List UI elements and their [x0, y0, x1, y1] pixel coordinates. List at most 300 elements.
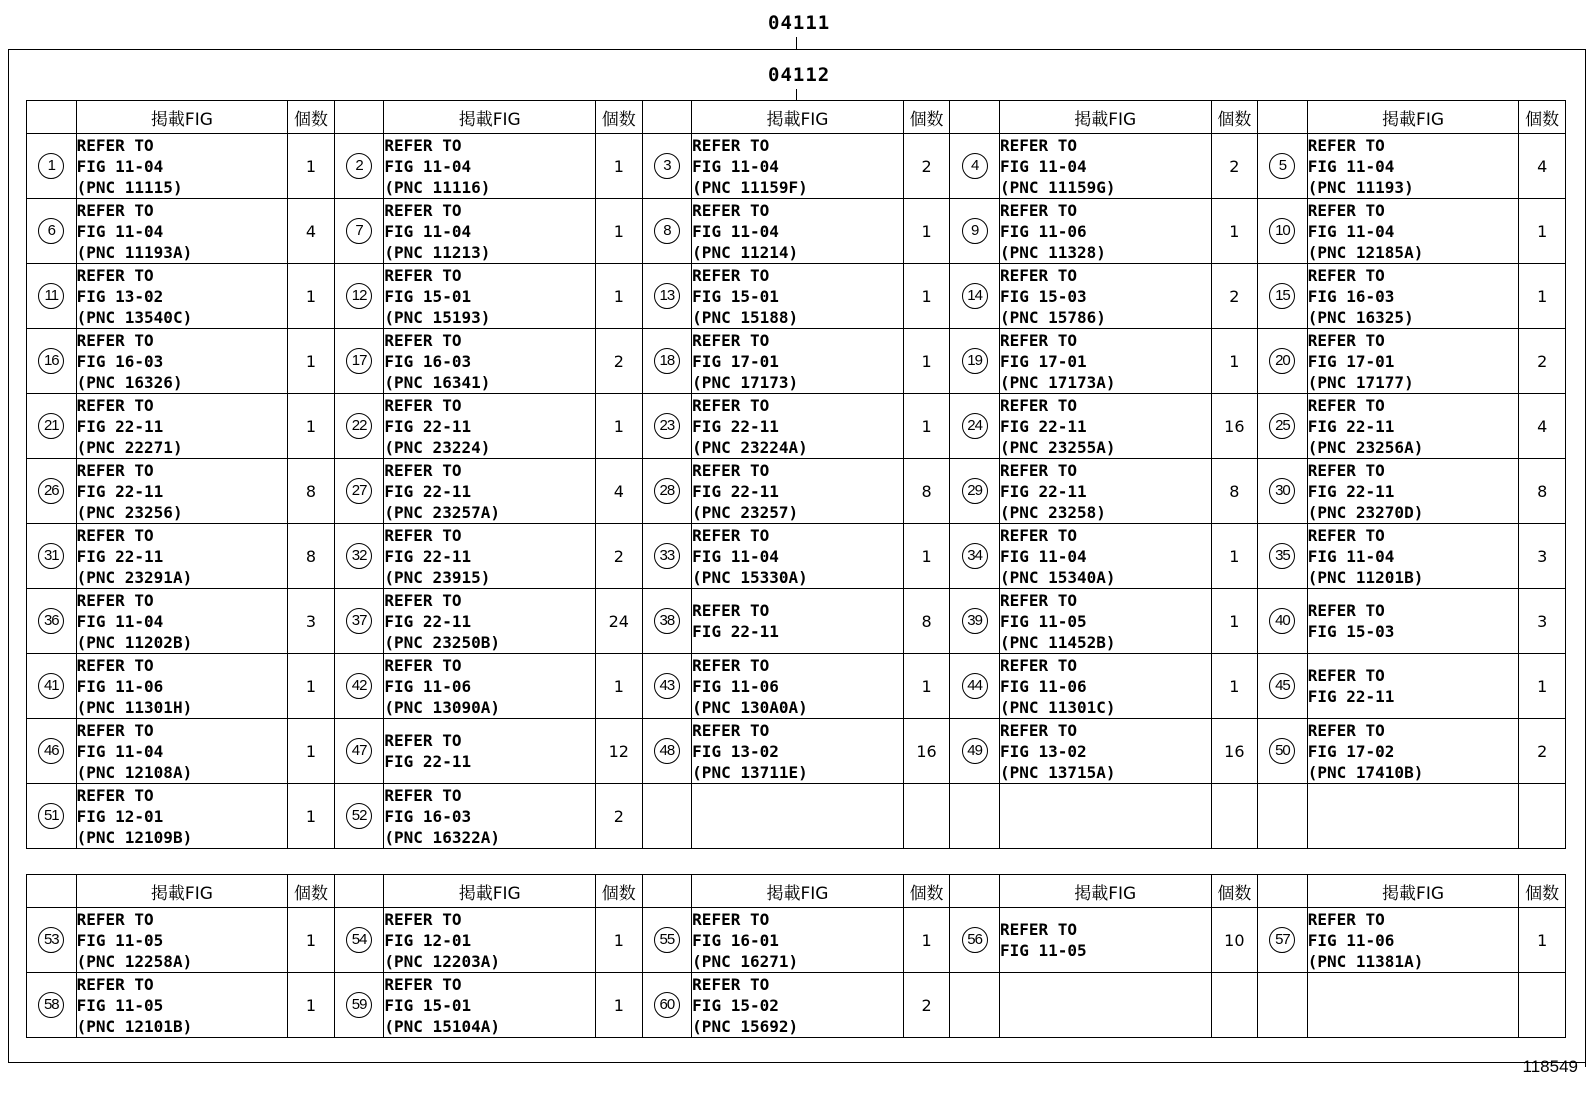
- item-number: 59: [346, 992, 372, 1018]
- fig-reference-cell: [384, 264, 596, 329]
- header-fig: 掲載FIG: [1307, 875, 1519, 908]
- table-row: [27, 654, 1566, 719]
- item-number-cell: [950, 908, 1000, 973]
- item-number: 25: [1269, 413, 1295, 439]
- item-number: 56: [962, 927, 988, 953]
- quantity-cell: 1: [288, 973, 335, 1038]
- fig-reference-cell: [76, 589, 288, 654]
- header-qty: 個数: [596, 875, 643, 908]
- fig-reference-cell: [76, 459, 288, 524]
- fig-reference-line: REFER TO: [76, 265, 154, 285]
- quantity-cell: 16: [1211, 394, 1258, 459]
- header-fig: 掲載FIG: [999, 101, 1211, 134]
- item-number: 8: [654, 218, 680, 244]
- fig-reference-line: FIG 16-03: [76, 351, 164, 371]
- table-row: [27, 199, 1566, 264]
- item-number: 33: [654, 543, 680, 569]
- header-number-cell: [1258, 101, 1308, 134]
- item-number: 45: [1269, 673, 1295, 699]
- fig-reference-line: (PNC 11301H): [76, 697, 193, 717]
- quantity-cell: 1: [288, 134, 335, 199]
- quantity-cell: 2: [1519, 719, 1566, 784]
- header-number-cell: [950, 101, 1000, 134]
- fig-reference-line: (PNC 12108A): [76, 762, 193, 782]
- fig-reference-line: FIG 15-01: [384, 286, 472, 306]
- fig-reference-cell: [76, 973, 288, 1038]
- fig-reference-line: (PNC 13540C): [76, 307, 193, 327]
- quantity-cell: 10: [1211, 908, 1258, 973]
- item-number: 43: [654, 673, 680, 699]
- fig-reference-line: REFER TO: [692, 265, 770, 285]
- header-fig: 掲載FIG: [384, 875, 596, 908]
- fig-reference-cell: [384, 973, 596, 1038]
- table-row: [27, 264, 1566, 329]
- fig-reference-line: (PNC 16326): [76, 372, 183, 392]
- item-number: 2: [346, 153, 372, 179]
- table-row: [27, 459, 1566, 524]
- item-number-cell: [27, 199, 77, 264]
- item-number: 14: [962, 283, 988, 309]
- item-number: 10: [1269, 218, 1295, 244]
- fig-reference-line: REFER TO: [384, 135, 462, 155]
- item-number-cell: [1258, 199, 1308, 264]
- quantity-cell: 1: [288, 719, 335, 784]
- header-number-cell: [642, 875, 692, 908]
- fig-reference-line: (PNC 12258A): [76, 951, 193, 971]
- fig-reference-line: (PNC 15786): [999, 307, 1106, 327]
- quantity-cell: 1: [903, 199, 950, 264]
- item-number-cell: [950, 973, 1000, 1038]
- fig-reference-line: FIG 17-01: [692, 351, 779, 371]
- fig-reference-line: (PNC 23270D): [1307, 502, 1424, 522]
- quantity-cell: 1: [903, 329, 950, 394]
- fig-reference-line: FIG 15-01: [692, 286, 779, 306]
- fig-reference-cell: [1307, 719, 1519, 784]
- fig-reference-line: REFER TO: [384, 200, 462, 220]
- fig-reference-line: (PNC 23256A): [1307, 437, 1424, 457]
- fig-reference-line: FIG 11-06: [999, 221, 1087, 241]
- item-number: 37: [346, 608, 372, 634]
- fig-reference-cell: [384, 589, 596, 654]
- fig-reference-line: FIG 11-06: [384, 676, 472, 696]
- fig-reference-cell: [999, 973, 1211, 1038]
- quantity-cell: 1: [596, 908, 643, 973]
- header-number-cell: [642, 101, 692, 134]
- fig-reference-line: FIG 11-04: [384, 221, 472, 241]
- fig-reference-line: FIG 13-02: [692, 741, 779, 761]
- header-fig: 掲載FIG: [692, 875, 904, 908]
- fig-reference-line: REFER TO: [384, 974, 462, 994]
- quantity-cell: 1: [1519, 199, 1566, 264]
- item-number-cell: [950, 264, 1000, 329]
- item-number: 1: [38, 153, 64, 179]
- fig-reference-line: (PNC 12109B): [76, 827, 193, 847]
- item-number-cell: [334, 719, 384, 784]
- fig-reference-line: FIG 13-02: [76, 286, 164, 306]
- fig-reference-line: REFER TO: [999, 920, 1078, 939]
- fig-reference-line: REFER TO: [76, 330, 154, 350]
- item-number-cell: [642, 134, 692, 199]
- fig-reference-line: REFER TO: [692, 525, 770, 545]
- fig-reference-line: (PNC 17173): [692, 372, 799, 392]
- table-row: [27, 908, 1566, 973]
- item-number: 47: [346, 738, 372, 764]
- quantity-cell: [1211, 784, 1258, 849]
- fig-reference-line: REFER TO: [999, 720, 1078, 740]
- quantity-cell: 1: [903, 264, 950, 329]
- fig-reference-cell: [384, 784, 596, 849]
- item-number-cell: [1258, 719, 1308, 784]
- quantity-cell: 8: [1211, 459, 1258, 524]
- fig-reference-cell: [999, 329, 1211, 394]
- fig-reference-cell: [999, 524, 1211, 589]
- item-number: 58: [38, 992, 64, 1018]
- fig-reference-cell: [384, 908, 596, 973]
- fig-reference-line: REFER TO: [76, 785, 154, 805]
- fig-reference-line: REFER TO: [692, 974, 770, 994]
- fig-reference-cell: [76, 654, 288, 719]
- fig-reference-cell: [76, 908, 288, 973]
- fig-reference-line: REFER TO: [1307, 460, 1385, 480]
- fig-reference-line: FIG 11-04: [999, 546, 1087, 566]
- fig-reference-line: FIG 11-05: [76, 930, 164, 950]
- table-header-row: [27, 101, 1566, 134]
- item-number-cell: [950, 134, 1000, 199]
- item-number: 28: [654, 478, 680, 504]
- fig-reference-line: (PNC 22271): [76, 437, 183, 457]
- fig-reference-cell: [692, 134, 904, 199]
- fig-reference-cell: [1307, 329, 1519, 394]
- fig-reference-line: REFER TO: [692, 395, 770, 415]
- fig-reference-line: (PNC 23258): [999, 502, 1106, 522]
- item-number-cell: [642, 589, 692, 654]
- fig-reference-line: REFER TO: [76, 720, 154, 740]
- quantity-cell: 1: [596, 134, 643, 199]
- quantity-cell: 2: [903, 134, 950, 199]
- item-number-cell: [1258, 329, 1308, 394]
- fig-reference-cell: [1307, 654, 1519, 719]
- fig-reference-line: FIG 12-01: [76, 806, 164, 826]
- item-number: 42: [346, 673, 372, 699]
- fig-reference-cell: [999, 134, 1211, 199]
- fig-reference-line: FIG 11-04: [692, 221, 779, 241]
- fig-reference-cell: [384, 524, 596, 589]
- table-row: [27, 719, 1566, 784]
- fig-reference-cell: [76, 719, 288, 784]
- fig-reference-line: (PNC 23224): [384, 437, 491, 457]
- fig-reference-line: FIG 16-01: [692, 930, 779, 950]
- item-number-cell: [642, 654, 692, 719]
- quantity-cell: 16: [1211, 719, 1258, 784]
- item-number-cell: [334, 459, 384, 524]
- assembly-code-inner: 04112: [768, 64, 831, 86]
- fig-reference-line: FIG 11-04: [76, 741, 164, 761]
- fig-reference-line: FIG 11-04: [1307, 156, 1395, 176]
- fig-reference-line: REFER TO: [999, 330, 1078, 350]
- fig-reference-line: FIG 13-02: [999, 741, 1087, 761]
- fig-reference-line: (PNC 13715A): [999, 762, 1116, 782]
- fig-reference-line: FIG 11-06: [692, 676, 779, 696]
- item-number-cell: [27, 908, 77, 973]
- item-number: 49: [962, 738, 988, 764]
- fig-reference-cell: [76, 524, 288, 589]
- fig-reference-cell: [999, 908, 1211, 973]
- quantity-cell: 1: [288, 908, 335, 973]
- fig-reference-cell: [1307, 589, 1519, 654]
- item-number: 26: [38, 478, 64, 504]
- fig-reference-cell: [1307, 199, 1519, 264]
- item-number-cell: [27, 654, 77, 719]
- item-number: 29: [962, 478, 988, 504]
- item-number-cell: [334, 264, 384, 329]
- fig-reference-line: FIG 22-11: [384, 481, 472, 501]
- fig-reference-cell: [384, 719, 596, 784]
- quantity-cell: 1: [1519, 654, 1566, 719]
- item-number-cell: [334, 908, 384, 973]
- table-row: [27, 329, 1566, 394]
- fig-reference-cell: [692, 199, 904, 264]
- fig-reference-line: FIG 22-11: [384, 752, 472, 771]
- quantity-cell: 1: [903, 524, 950, 589]
- quantity-cell: 4: [596, 459, 643, 524]
- fig-reference-cell: [1307, 459, 1519, 524]
- fig-reference-cell: [999, 394, 1211, 459]
- header-fig: 掲載FIG: [384, 101, 596, 134]
- fig-reference-line: REFER TO: [1307, 395, 1385, 415]
- item-number-cell: [1258, 524, 1308, 589]
- fig-reference-line: FIG 22-11: [999, 416, 1087, 436]
- fig-reference-cell: [1307, 524, 1519, 589]
- quantity-cell: 1: [1519, 908, 1566, 973]
- quantity-cell: 1: [288, 654, 335, 719]
- item-number-cell: [1258, 784, 1308, 849]
- item-number-cell: [950, 719, 1000, 784]
- fig-reference-line: REFER TO: [384, 330, 462, 350]
- quantity-cell: 1: [903, 654, 950, 719]
- fig-reference-line: (PNC 11381A): [1307, 951, 1424, 971]
- fig-reference-line: REFER TO: [76, 590, 154, 610]
- quantity-cell: 1: [288, 394, 335, 459]
- item-number-cell: [950, 199, 1000, 264]
- fig-reference-line: (PNC 12185A): [1307, 242, 1424, 262]
- header-fig: 掲載FIG: [1307, 101, 1519, 134]
- item-number-cell: [642, 908, 692, 973]
- quantity-cell: 8: [288, 459, 335, 524]
- fig-reference-line: FIG 11-06: [76, 676, 164, 696]
- table-header-row: [27, 875, 1566, 908]
- header-number-cell: [27, 101, 77, 134]
- fig-reference-line: (PNC 16271): [692, 951, 799, 971]
- fig-reference-line: (PNC 11159G): [999, 177, 1116, 197]
- fig-reference-line: (PNC 23255A): [999, 437, 1116, 457]
- header-qty: 個数: [903, 101, 950, 134]
- item-number-cell: [642, 394, 692, 459]
- item-number-cell: [642, 784, 692, 849]
- item-number: 7: [346, 218, 372, 244]
- fig-reference-line: FIG 11-05: [999, 611, 1087, 631]
- fig-reference-line: FIG 22-11: [384, 611, 472, 631]
- quantity-cell: [1519, 973, 1566, 1038]
- quantity-cell: 1: [1211, 199, 1258, 264]
- fig-reference-cell: [692, 973, 904, 1038]
- fig-reference-cell: [384, 134, 596, 199]
- quantity-cell: 1: [903, 908, 950, 973]
- item-number-cell: [27, 329, 77, 394]
- fig-reference-line: (PNC 130A0A): [692, 697, 808, 717]
- quantity-cell: [903, 784, 950, 849]
- fig-reference-cell: [384, 654, 596, 719]
- header-number-cell: [27, 875, 77, 908]
- fig-reference-cell: [384, 199, 596, 264]
- fig-reference-line: REFER TO: [76, 655, 154, 675]
- fig-reference-line: (PNC 15330A): [692, 567, 808, 587]
- fig-reference-line: FIG 12-01: [384, 930, 472, 950]
- item-number-cell: [1258, 459, 1308, 524]
- fig-reference-line: FIG 22-11: [1307, 481, 1395, 501]
- fig-reference-line: (PNC 15340A): [999, 567, 1116, 587]
- fig-reference-cell: [384, 459, 596, 524]
- item-number-cell: [334, 329, 384, 394]
- fig-reference-line: FIG 11-04: [76, 221, 164, 241]
- fig-reference-line: FIG 22-11: [76, 546, 164, 566]
- item-number: 17: [346, 348, 372, 374]
- item-number: 32: [346, 543, 372, 569]
- fig-reference-line: REFER TO: [76, 909, 154, 929]
- header-number-cell: [334, 101, 384, 134]
- fig-reference-line: FIG 22-11: [384, 546, 472, 566]
- quantity-cell: 1: [596, 199, 643, 264]
- item-number-cell: [334, 784, 384, 849]
- fig-reference-cell: [1307, 264, 1519, 329]
- item-number-cell: [642, 719, 692, 784]
- item-number-cell: [27, 784, 77, 849]
- item-number: 4: [962, 153, 988, 179]
- quantity-cell: 4: [1519, 394, 1566, 459]
- fig-reference-cell: [692, 329, 904, 394]
- header-qty: 個数: [288, 875, 335, 908]
- item-number-cell: [334, 394, 384, 459]
- item-number-cell: [642, 973, 692, 1038]
- item-number: 57: [1269, 927, 1295, 953]
- quantity-cell: 8: [288, 524, 335, 589]
- fig-reference-line: FIG 17-02: [1307, 741, 1395, 761]
- quantity-cell: 1: [1519, 264, 1566, 329]
- parts-table-additional: [26, 874, 1566, 1038]
- fig-reference-line: FIG 22-11: [76, 481, 164, 501]
- fig-reference-line: (PNC 11328): [999, 242, 1106, 262]
- item-number: 9: [962, 218, 988, 244]
- fig-reference-line: REFER TO: [999, 135, 1078, 155]
- fig-reference-line: REFER TO: [1307, 525, 1385, 545]
- header-qty: 個数: [288, 101, 335, 134]
- fig-reference-line: (PNC 23250B): [384, 632, 500, 652]
- item-number-cell: [642, 459, 692, 524]
- item-number: 51: [38, 803, 64, 829]
- fig-reference-line: FIG 11-04: [76, 156, 164, 176]
- quantity-cell: 1: [1211, 589, 1258, 654]
- fig-reference-line: FIG 11-04: [1307, 546, 1395, 566]
- item-number-cell: [334, 589, 384, 654]
- item-number-cell: [334, 973, 384, 1038]
- header-fig: 掲載FIG: [692, 101, 904, 134]
- item-number: 19: [962, 348, 988, 374]
- quantity-cell: 8: [903, 589, 950, 654]
- fig-reference-cell: [1307, 394, 1519, 459]
- item-number-cell: [1258, 654, 1308, 719]
- fig-reference-line: REFER TO: [692, 909, 770, 929]
- header-fig: 掲載FIG: [76, 101, 288, 134]
- item-number-cell: [1258, 908, 1308, 973]
- fig-reference-line: REFER TO: [692, 720, 770, 740]
- illustration-number: 118549: [1522, 1057, 1578, 1076]
- item-number: 6: [38, 218, 64, 244]
- fig-reference-line: REFER TO: [999, 655, 1078, 675]
- fig-reference-line: FIG 17-01: [999, 351, 1087, 371]
- quantity-cell: 2: [596, 524, 643, 589]
- item-number: 52: [346, 803, 372, 829]
- quantity-cell: 1: [1211, 329, 1258, 394]
- item-number: 22: [346, 413, 372, 439]
- quantity-cell: 12: [596, 719, 643, 784]
- fig-reference-line: FIG 16-03: [384, 351, 472, 371]
- fig-reference-line: (PNC 12101B): [76, 1016, 193, 1036]
- quantity-cell: 1: [596, 394, 643, 459]
- fig-reference-line: FIG 11-05: [999, 941, 1087, 960]
- item-number-cell: [334, 654, 384, 719]
- item-number-cell: [1258, 134, 1308, 199]
- fig-reference-line: (PNC 11202B): [76, 632, 193, 652]
- item-number: 34: [962, 543, 988, 569]
- item-number-cell: [27, 264, 77, 329]
- fig-reference-line: (PNC 23915): [384, 567, 491, 587]
- item-number: 38: [654, 608, 680, 634]
- fig-reference-cell: [999, 589, 1211, 654]
- fig-reference-line: (PNC 15193): [384, 307, 491, 327]
- fig-reference-line: FIG 11-04: [999, 156, 1087, 176]
- fig-reference-line: FIG 22-11: [692, 622, 779, 641]
- fig-reference-line: REFER TO: [76, 525, 154, 545]
- fig-reference-line: REFER TO: [692, 460, 770, 480]
- fig-reference-line: (PNC 16322A): [384, 827, 500, 847]
- header-fig: 掲載FIG: [999, 875, 1211, 908]
- fig-reference-line: (PNC 11116): [384, 177, 491, 197]
- fig-reference-line: FIG 11-06: [1307, 930, 1395, 950]
- fig-reference-cell: [692, 394, 904, 459]
- header-qty: 個数: [903, 875, 950, 908]
- fig-reference-line: REFER TO: [999, 265, 1078, 285]
- fig-reference-cell: [1307, 973, 1519, 1038]
- item-number: 21: [38, 413, 64, 439]
- item-number: 50: [1269, 738, 1295, 764]
- fig-reference-line: (PNC 16341): [384, 372, 491, 392]
- item-number: 27: [346, 478, 372, 504]
- quantity-cell: 24: [596, 589, 643, 654]
- header-qty: 個数: [1211, 875, 1258, 908]
- fig-reference-line: REFER TO: [999, 200, 1078, 220]
- fig-reference-line: REFER TO: [692, 601, 770, 620]
- item-number: 48: [654, 738, 680, 764]
- fig-reference-line: (PNC 17410B): [1307, 762, 1424, 782]
- item-number-cell: [1258, 264, 1308, 329]
- parts-table-main: [26, 100, 1566, 849]
- item-number: 23: [654, 413, 680, 439]
- fig-reference-line: FIG 22-11: [692, 481, 779, 501]
- item-number: 54: [346, 927, 372, 953]
- fig-reference-line: (PNC 11193A): [76, 242, 193, 262]
- item-number: 20: [1269, 348, 1295, 374]
- fig-reference-cell: [692, 589, 904, 654]
- fig-reference-line: FIG 11-04: [1307, 221, 1395, 241]
